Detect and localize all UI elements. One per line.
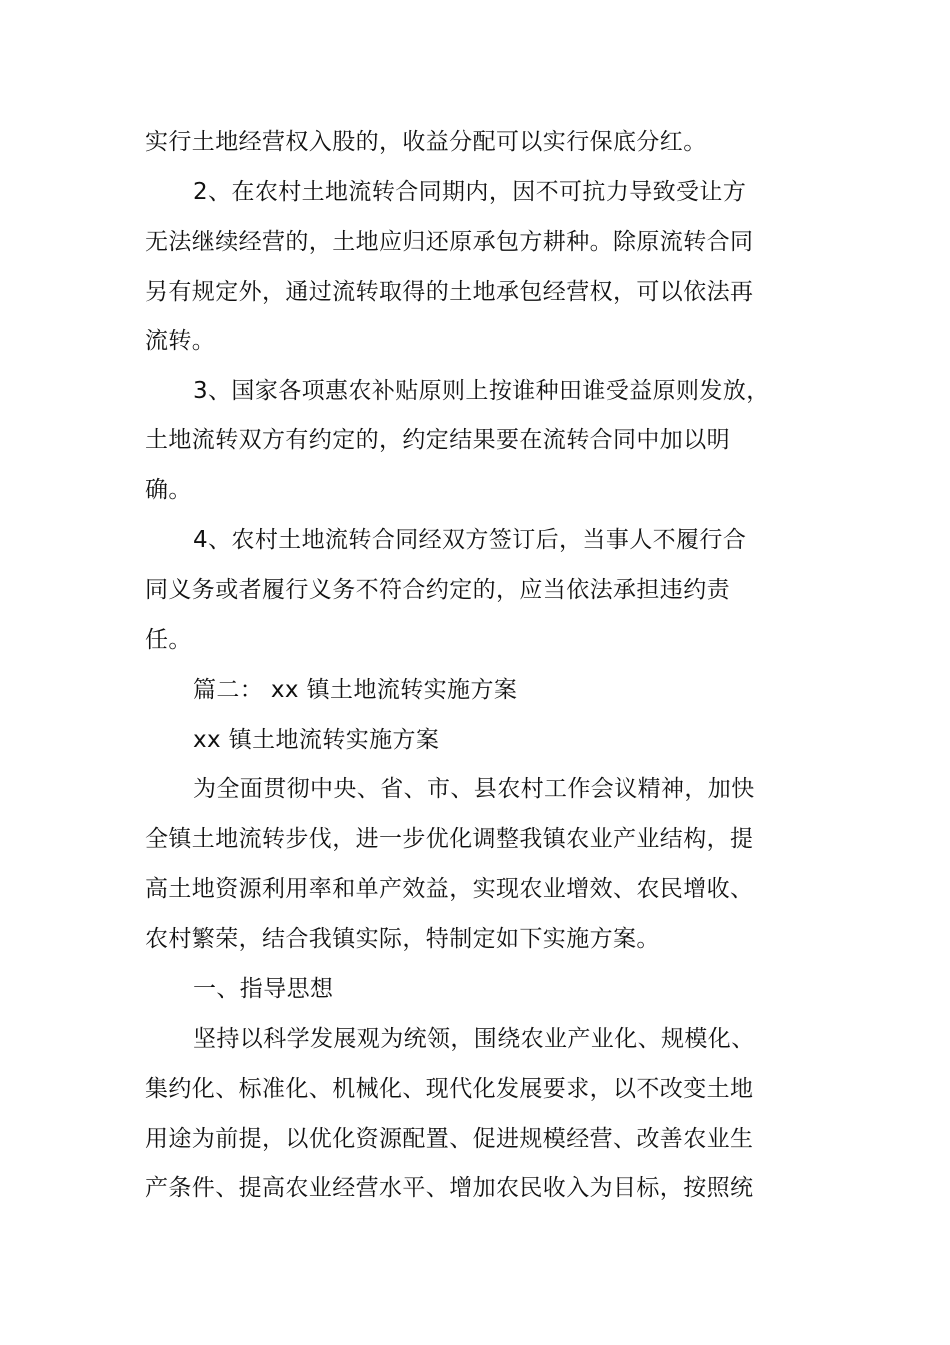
text-line: 全镇土地流转步伐，进一步优化调整我镇农业产业结构，提 (145, 826, 754, 852)
text-line: 高土地资源利用率和单产效益，实现农业增效、农民增收、 (145, 876, 754, 902)
section-heading: 篇二： xx 镇土地流转实施方案 (193, 677, 518, 703)
text-line: 流转。 (145, 328, 216, 354)
text-line: 集约化、标准化、机械化、现代化发展要求，以不改变土地 (145, 1076, 754, 1102)
text-line: 农村繁荣，结合我镇实际，特制定如下实施方案。 (145, 926, 660, 952)
text-line: 确。 (145, 477, 192, 503)
text-line: 产条件、提高农业经营水平、增加农民收入为目标，按照统 (145, 1175, 754, 1201)
text-line: 无法继续经营的，土地应归还原承包方耕种。除原流转合同 (145, 229, 754, 255)
text-line: 土地流转双方有约定的，约定结果要在流转合同中加以明 (145, 427, 730, 453)
text-line: 另有规定外，通过流转取得的土地承包经营权，可以依法再 (145, 279, 754, 305)
paragraph-4-line: 4、农村土地流转合同经双方签订后，当事人不履行合 (193, 527, 747, 553)
paragraph-3-line: 3、国家各项惠农补贴原则上按谁种田谁受益原则发放， (193, 378, 770, 404)
text-line: 用途为前提，以优化资源配置、促进规模经营、改善农业生 (145, 1126, 754, 1152)
subheading-guiding-thought: 一、指导思想 (193, 976, 334, 1002)
text-line: 同义务或者履行义务不符合约定的，应当依法承担违约责 (145, 577, 730, 603)
paragraph-2-line: 2、在农村土地流转合同期内，因不可抗力导致受让方 (193, 179, 747, 205)
text-line: 实行土地经营权入股的，收益分配可以实行保底分红。 (145, 129, 707, 155)
document-title: xx 镇土地流转实施方案 (193, 727, 440, 753)
guiding-paragraph-line: 坚持以科学发展观为统领，围绕农业产业化、规模化、 (193, 1026, 755, 1052)
text-line: 任。 (145, 627, 192, 653)
intro-paragraph-line: 为全面贯彻中央、省、市、县农村工作会议精神，加快 (193, 776, 755, 802)
